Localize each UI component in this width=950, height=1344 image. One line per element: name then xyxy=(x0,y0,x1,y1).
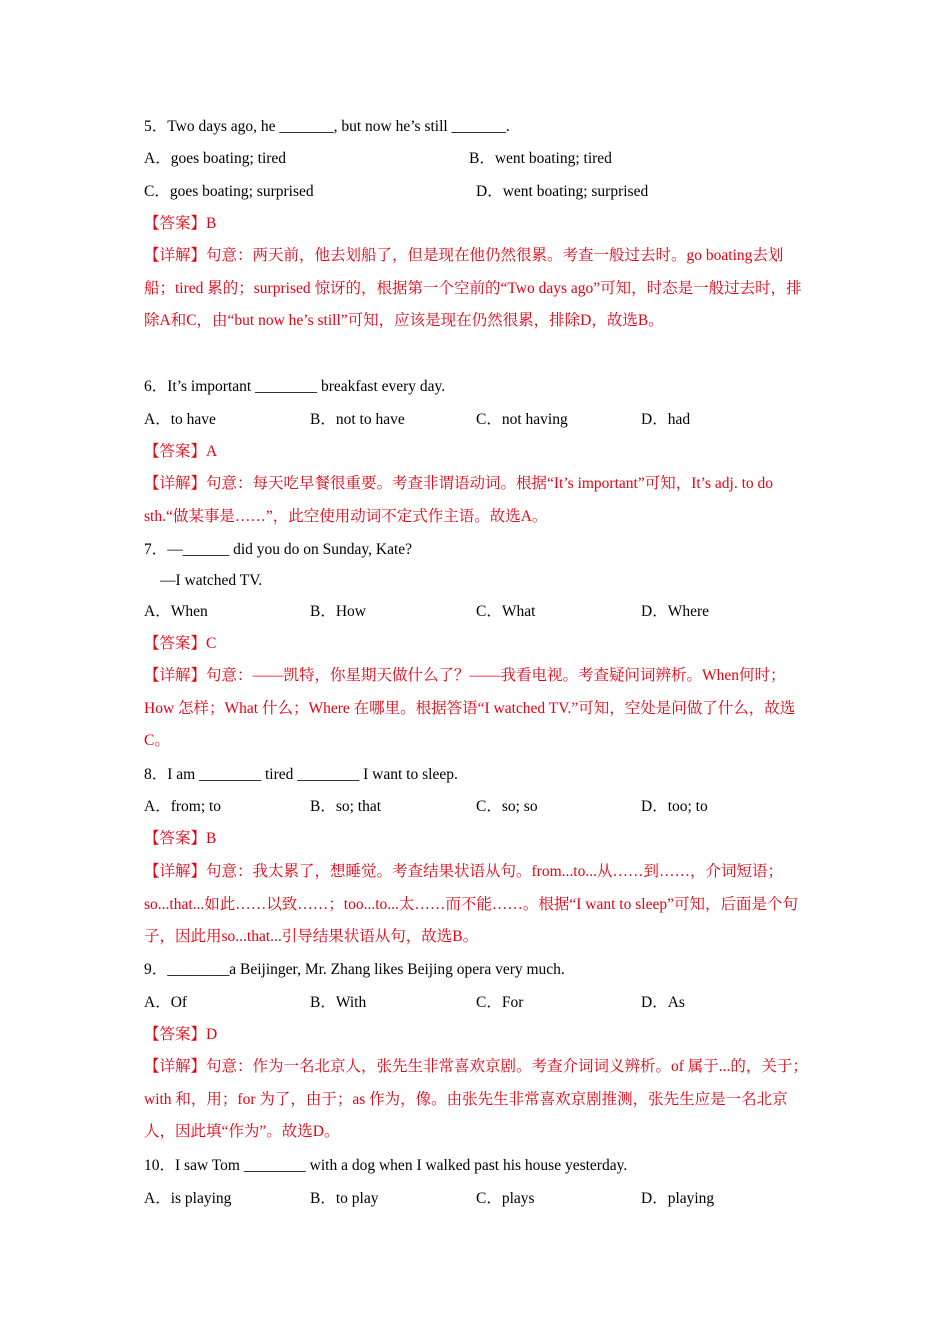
question-9-answer: 【答案】D xyxy=(144,1026,218,1043)
question-7-option-b: B．How xyxy=(310,603,366,620)
question-7-option-d: D．Where xyxy=(641,603,709,620)
question-9-option-c: C．For xyxy=(476,994,524,1011)
question-9-option-b: B．With xyxy=(310,994,367,1011)
question-6-option-b: B．not to have xyxy=(310,411,405,428)
question-7-stem: 7．—______ did you do on Sunday, Kate? xyxy=(144,541,413,558)
question-5-answer: 【答案】B xyxy=(144,215,217,232)
question-9-explanation: 【详解】句意：作为一名北京人，张先生非常喜欢京剧。考查介词词义辨析。of 属于...的，关于；with 和，用；for 为了，由于；as 作为，像。由张先生非常喜欢京剧推测，张先生应是一名北京人，因此填“作为”。故选D。 xyxy=(144,1058,808,1141)
question-6-stem: 6．It’s important ________ breakfast every day. xyxy=(144,378,446,395)
question-7-option-c: C．What xyxy=(476,603,536,620)
question-6-option-a: A．to have xyxy=(144,411,216,428)
question-9-option-a: A．Of xyxy=(144,994,188,1011)
question-7-explanation: 【详解】句意：——凯特，你星期天做什么了？——我看电视。考查疑问词辨析。When何时；How 怎样；What 什么；Where 在哪里。根据答语“I watched TV.”可知，空处是问做了什么，故选C。 xyxy=(144,667,796,750)
question-9-option-d: D．As xyxy=(641,994,685,1011)
question-8-explanation: 【详解】句意：我太累了，想睡觉。考查结果状语从句。from...to...从……到……，介词短语；so...that...如此……以致……；too...to...太……而不能……。根据“I want to sleep”可知，后面是个句子，因此用so...that...引导结果状语从句，故选B。 xyxy=(144,863,798,946)
question-5-option-c: C．goes boating; surprised xyxy=(144,183,314,200)
question-7-reply: —I watched TV. xyxy=(160,572,263,589)
question-9-stem: 9．________a Beijinger, Mr. Zhang likes Beijing opera very much. xyxy=(144,961,565,978)
question-7-option-a: A．When xyxy=(144,603,208,620)
question-6-option-d: D．had xyxy=(641,411,691,428)
question-8-option-d: D．too; to xyxy=(641,798,708,815)
question-8-option-b: B．so; that xyxy=(310,798,382,815)
question-5-option-b: B．went boating; tired xyxy=(469,150,612,167)
question-10-option-d: D．playing xyxy=(641,1190,715,1207)
question-8-answer: 【答案】B xyxy=(144,830,217,847)
question-7-answer: 【答案】C xyxy=(144,635,217,652)
question-6-option-c: C．not having xyxy=(476,411,568,428)
question-5-explanation: 【详解】句意：两天前，他去划船了，但是现在他仍然很累。考查一般过去时。go boating去划船；tired 累的；surprised 惊讶的，根据第一个空前的“Two days ago”可知，时态是一般过去时，排除A和C，由“but now he’s still”可知，应该是现在仍然很累，排除D，故选B。 xyxy=(144,247,802,330)
question-10-stem: 10．I saw Tom ________ with a dog when I walked past his house yesterday. xyxy=(144,1157,628,1174)
question-5-option-a: A．goes boating; tired xyxy=(144,150,287,167)
question-5-stem: 5．Two days ago, he _______, but now he’s still _______. xyxy=(144,118,510,135)
question-8-option-c: C．so; so xyxy=(476,798,538,815)
question-6-explanation: 【详解】句意：每天吃早餐很重要。考查非谓语动词。根据“It’s important”可知，It’s adj. to do sth.“做某事是……”，此空使用动词不定式作主语。故选A。 xyxy=(144,475,774,525)
question-6-answer: 【答案】A xyxy=(144,443,218,460)
question-8-stem: 8．I am ________ tired ________ I want to sleep. xyxy=(144,766,458,783)
question-5-option-d: D．went boating; surprised xyxy=(476,183,649,200)
question-10-option-c: C．plays xyxy=(476,1190,535,1207)
question-10-option-a: A．is playing xyxy=(144,1190,232,1207)
question-8-option-a: A．from; to xyxy=(144,798,222,815)
question-10-option-b: B．to play xyxy=(310,1190,379,1207)
